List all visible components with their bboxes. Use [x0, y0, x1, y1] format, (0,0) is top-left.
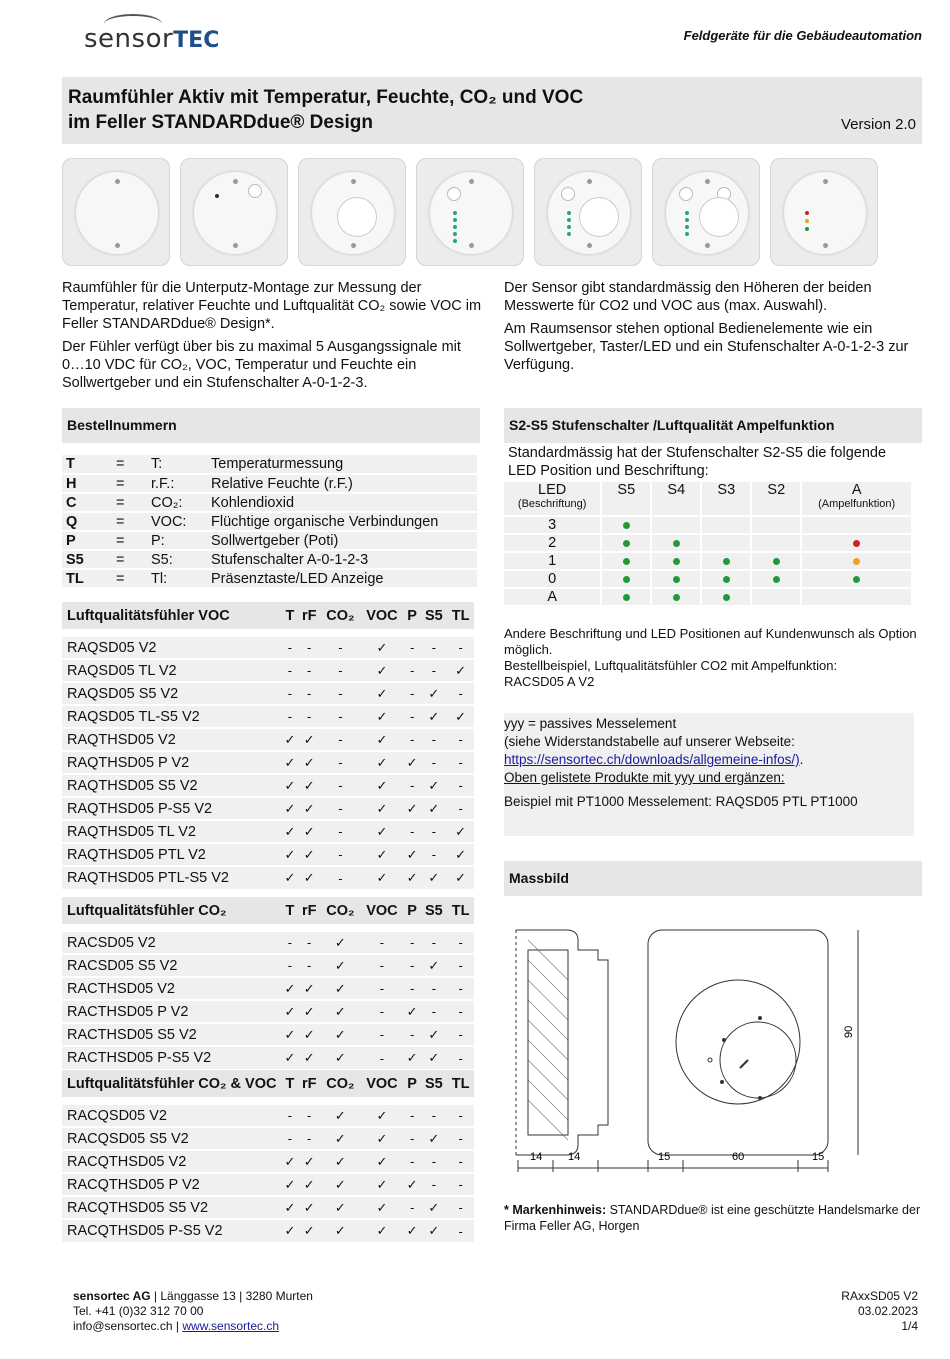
legend-row: Q = VOC: Flüchtige organische Verbindungen	[62, 512, 477, 531]
led-dot-orange	[853, 558, 860, 565]
led-row: 0	[504, 570, 912, 588]
s5-notes	[504, 626, 924, 690]
section-heading-order: Bestellnummern	[62, 408, 480, 443]
intro-paragraph: Raumfühler für die Unterputz-Montage zur Messung der Temperatur, relativer Feuchte und Luftqualität CO₂ sowie VOC im Feller STANDARDdue® Design*.	[62, 280, 482, 332]
device-image-s5	[416, 158, 524, 266]
column-header: S5	[421, 602, 448, 630]
legend-row: S5 = S5: Stufenschalter A-0-1-2-3	[62, 550, 477, 569]
table-row: RACTHSD05 P V2 ✓ ✓ ✓ - ✓ - -	[62, 1000, 474, 1023]
led-dot-green	[723, 558, 730, 565]
column-header: LED (Beschriftung)	[504, 482, 601, 516]
column-header: S5	[601, 482, 651, 516]
device-image-poti	[298, 158, 406, 266]
table-row: RAQSD05 TL V2 - - - ✓ - - ✓	[62, 659, 474, 682]
downloads-link[interactable]: https://sensortec.ch/downloads/allgemeine-infos/)	[504, 752, 800, 767]
device-image-tl	[180, 158, 288, 266]
table-row: RACTHSD05 P-S5 V2 ✓ ✓ ✓ - ✓ ✓ -	[62, 1046, 474, 1069]
column-header: T	[282, 1070, 298, 1098]
footer-right	[841, 1289, 918, 1334]
led-row: 2	[504, 534, 912, 552]
page-title-line1: Raumfühler Aktiv mit Temperatur, Feuchte, CO₂ und VOC	[68, 87, 584, 108]
table-row: RACTHSD05 S5 V2 ✓ ✓ ✓ - - ✓ -	[62, 1023, 474, 1046]
note-line: Andere Beschriftung und LED Positionen auf Kundenwunsch als Option möglich.	[504, 626, 917, 657]
table-row: RACQTHSD05 P-S5 V2 ✓ ✓ ✓ ✓ ✓ ✓ -	[62, 1219, 474, 1242]
product-table-co2-voc	[62, 1070, 474, 1242]
led-row: A	[504, 588, 912, 605]
intro-paragraph: Der Sensor gibt standardmässig den Höheren der beiden Messwerte für CO2 und VOC aus (max. Auswahl).	[504, 280, 872, 314]
legend-row: TL = Tl: Präsenztaste/LED Anzeige	[62, 569, 477, 588]
s5-description: Standardmässig hat der Stufenschalter S2-S5 die folgende LED Position und Beschriftung:	[508, 445, 887, 479]
led-dot-green	[773, 558, 780, 565]
column-header: VOC	[360, 602, 404, 630]
led-position-table	[504, 482, 913, 605]
table-row: RAQSD05 S5 V2 - - - ✓ - ✓ -	[62, 682, 474, 705]
yyy-info-box: yyy = passives Messelement (siehe Widerstandstabelle auf unserer Webseite: https://sensortec.ch/downloads/allgemeine-infos/). Oben gelistete Produkte mit yyy und ergänzen: Beispiel mit PT1000 Messelement: RAQSD05 PTL PT1000	[504, 713, 914, 836]
table-row: RAQTHSD05 PTL V2 ✓ ✓ - ✓ ✓ - ✓	[62, 843, 474, 866]
column-header: TL	[447, 602, 474, 630]
trademark-note: * Markenhinweis: STANDARDdue® ist eine geschützte Handelsmarke der Firma Feller AG, Horgen	[504, 1203, 921, 1233]
led-dot-green	[723, 576, 730, 583]
column-header: CO₂	[321, 1070, 361, 1098]
dimension-drawing	[508, 910, 868, 1175]
legend-row: C = CO₂: Kohlendioxid	[62, 493, 477, 512]
yyy-line: (siehe Widerstandstabelle auf unserer Webseite:	[504, 734, 795, 749]
led-dot-green	[673, 576, 680, 583]
table-row: RAQTHSD05 TL V2 ✓ ✓ - ✓ - - ✓	[62, 820, 474, 843]
table-row: RACSD05 S5 V2 - - ✓ - - ✓ -	[62, 954, 474, 977]
table-row: RAQTHSD05 PTL-S5 V2 ✓ ✓ - ✓ ✓ ✓ ✓	[62, 866, 474, 889]
intro-paragraph: Am Raumsensor stehen optional Bedienelemente wie ein Sollwertgeber, Taster/LED und ein Stufenschalter A-0-1-2-3 zur Verfügung.	[504, 321, 909, 373]
legend-row: T = T: Temperaturmessung	[62, 455, 477, 474]
table-title: Luftqualitätsfühler CO₂ & VOC	[62, 1070, 282, 1098]
column-header: S3	[701, 482, 751, 516]
device-variants-gallery	[62, 158, 922, 268]
device-image-plain	[62, 158, 170, 266]
dim-label: 14	[568, 1151, 581, 1163]
column-header: rF	[298, 602, 321, 630]
table-row: RAQSD05 V2 - - - ✓ - - -	[62, 636, 474, 659]
column-header: T	[282, 602, 298, 630]
product-table-voc	[62, 602, 474, 889]
table-row: RAQTHSD05 V2 ✓ ✓ - ✓ - - -	[62, 728, 474, 751]
tagline: Feldgeräte für die Gebäudeautomation	[683, 28, 922, 43]
led-dot-green	[773, 576, 780, 583]
led-row: 1	[504, 552, 912, 570]
doc-id: RAxxSD05 V2	[841, 1289, 918, 1303]
page-title-line2: im Feller STANDARDdue® Design	[68, 112, 374, 133]
dim-label: 90	[843, 1025, 855, 1038]
table-row: RACQTHSD05 S5 V2 ✓ ✓ ✓ ✓ - ✓ -	[62, 1196, 474, 1219]
device-image-poti-s5-tl	[652, 158, 760, 266]
dim-label: 60	[732, 1151, 745, 1163]
table-row: RAQTHSD05 P-S5 V2 ✓ ✓ - ✓ ✓ ✓ -	[62, 797, 474, 820]
section-heading-massbild: Massbild	[504, 861, 922, 896]
column-header: P	[404, 602, 421, 630]
dim-label: 14	[530, 1151, 543, 1163]
led-dot-green	[623, 540, 630, 547]
table-row: RAQTHSD05 S5 V2 ✓ ✓ - ✓ - ✓ -	[62, 774, 474, 797]
yyy-line: Oben gelistete Produkte mit yyy und ergänzen:	[504, 770, 785, 785]
device-image-poti-s5	[534, 158, 642, 266]
table-row: RAQSD05 TL-S5 V2 - - - ✓ - ✓ ✓	[62, 705, 474, 728]
legend-row: P = P: Sollwertgeber (Poti)	[62, 531, 477, 550]
column-header: CO₂	[321, 602, 361, 630]
doc-date: 03.02.2023	[857, 1304, 918, 1318]
led-dot-green	[623, 522, 630, 529]
column-header: P	[404, 1070, 421, 1098]
yyy-line: yyy = passives Messelement	[504, 716, 677, 731]
dim-label: 15	[812, 1151, 825, 1163]
led-row: 3	[504, 516, 912, 534]
column-header: CO₂	[321, 897, 361, 925]
column-header: rF	[298, 1070, 321, 1098]
led-dot-green	[673, 558, 680, 565]
logo-text: sensor	[84, 24, 174, 54]
led-dot-red	[853, 540, 860, 547]
logo-text-tec: TEC	[173, 28, 220, 53]
title-bar	[62, 77, 922, 144]
column-header: TL	[447, 897, 474, 925]
dim-label: 15	[658, 1151, 671, 1163]
footer-left: sensortec AG | Länggasse 13 | 3280 Murten Tel. +41 (0)32 312 70 00 info@sensortec.ch | www.sensortec.ch	[73, 1289, 313, 1333]
column-header: TL	[447, 1070, 474, 1098]
led-dot-green	[723, 594, 730, 601]
column-header: VOC	[360, 897, 404, 925]
table-title: Luftqualitätsfühler CO₂	[62, 897, 282, 925]
table-title: Luftqualitätsfühler VOC	[62, 602, 282, 630]
column-header: rF	[298, 897, 321, 925]
led-dot-green	[623, 594, 630, 601]
intro-left	[62, 279, 482, 397]
device-image-ampel	[770, 158, 878, 266]
section-heading-s5: S2-S5 Stufenschalter /Luftqualität Ampelfunktion	[504, 408, 922, 443]
column-header: VOC	[360, 1070, 404, 1098]
table-row: RACTHSD05 V2 ✓ ✓ ✓ - - - -	[62, 977, 474, 1000]
led-dot-green	[623, 576, 630, 583]
yyy-line: Beispiel mit PT1000 Messelement: RAQSD05 PTL PT1000	[504, 794, 858, 809]
column-header: S5	[421, 1070, 448, 1098]
note-line: RACSD05 A V2	[504, 674, 595, 689]
table-row: RAQTHSD05 P V2 ✓ ✓ - ✓ ✓ - -	[62, 751, 474, 774]
intro-paragraph: Der Fühler verfügt über bis zu maximal 5 Ausgangssignale mit 0…10 VDC für CO₂, VOC, Temperatur und Feuchte ein Sollwertgeber und ein Stufenschalter A-0-1-2-3.	[62, 339, 461, 391]
column-header: S2	[751, 482, 801, 516]
page-number: 1/4	[901, 1319, 918, 1333]
led-dot-green	[673, 540, 680, 547]
note-line: Bestellbeispiel, Luftqualitätsfühler CO2 mit Ampelfunktion:	[504, 658, 838, 673]
product-table-co2	[62, 897, 474, 1069]
column-header: S4	[651, 482, 701, 516]
intro-right	[504, 279, 922, 379]
table-row: RACSD05 V2 - - ✓ - - - -	[62, 931, 474, 954]
column-header: S5	[421, 897, 448, 925]
table-row: RACQSD05 V2 - - ✓ ✓ - - -	[62, 1104, 474, 1127]
column-header: A (Ampelfunktion)	[801, 482, 912, 516]
legend-row: H = r.F.: Relative Feuchte (r.F.)	[62, 474, 477, 493]
order-legend-table	[62, 455, 477, 589]
sensortec-logo	[84, 14, 234, 64]
version-label: Version 2.0	[840, 116, 916, 133]
led-dot-green	[673, 594, 680, 601]
table-row: RACQSD05 S5 V2 - - ✓ ✓ - ✓ -	[62, 1127, 474, 1150]
website-link[interactable]: www.sensortec.ch	[182, 1319, 280, 1333]
led-dot-green	[853, 576, 860, 583]
table-row: RACQTHSD05 P V2 ✓ ✓ ✓ ✓ ✓ - -	[62, 1173, 474, 1196]
column-header: T	[282, 897, 298, 925]
led-dot-green	[623, 558, 630, 565]
table-row: RACQTHSD05 V2 ✓ ✓ ✓ ✓ - - -	[62, 1150, 474, 1173]
column-header: P	[404, 897, 421, 925]
